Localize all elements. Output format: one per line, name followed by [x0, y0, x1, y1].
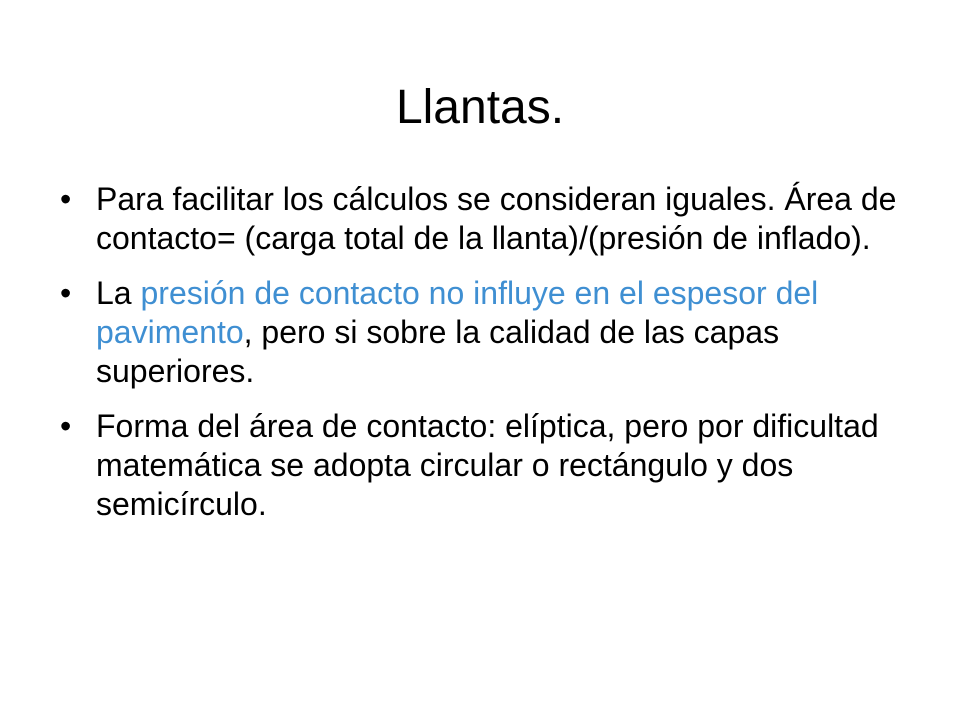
slide-title: Llantas. [395, 81, 565, 134]
bullet-text: Para facilitar los cálculos se consideran iguales. Área de contacto= (carga total de la llanta)/(presión de inflado). [96, 181, 897, 256]
highlighted-text: presión de contacto no influye en el espesor del pavimento [96, 275, 819, 350]
bullet-icon: • [60, 275, 72, 311]
bullet-text-suffix: , pero si sobre la calidad de las capas superiores. [96, 314, 780, 389]
bullet-item-3 [60, 407, 900, 524]
bullet-text: Forma del área de contacto: elíptica, pero por dificultad matemática se adopta circular o rectángulo y dos semicírculo. [96, 408, 879, 522]
bullet-item-1 [60, 180, 900, 258]
bullet-item-2 [60, 274, 900, 391]
bullet-icon: • [60, 181, 72, 217]
bullet-icon: • [60, 408, 72, 444]
bullet-text-prefix: La [96, 275, 141, 311]
bullet-list [60, 180, 900, 540]
